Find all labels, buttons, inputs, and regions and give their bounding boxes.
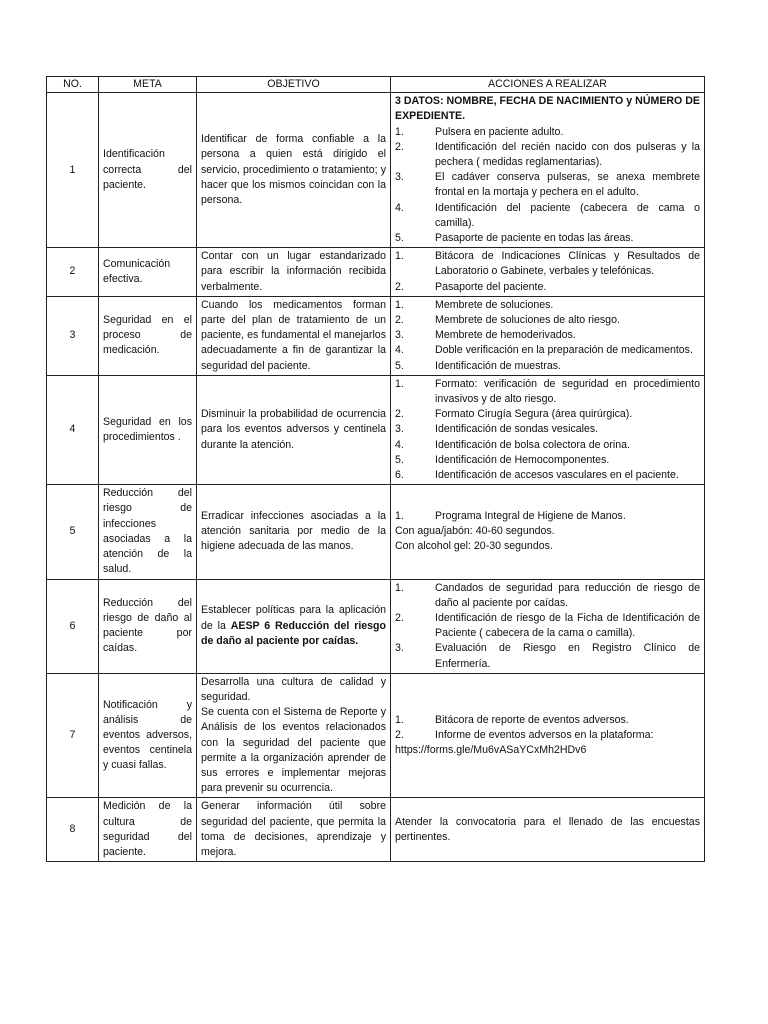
list-item: [395, 201, 700, 231]
objetivo-cell: Identificar de forma confiable a la persona a quien está dirigido el servicio, procedimiento o tratamiento; y hacer que los mismos coincidan con la persona.: [197, 93, 391, 248]
item-text: Membrete de soluciones.: [435, 298, 554, 311]
item-text: Pulsera en paciente adulto.: [435, 125, 564, 138]
row-number: 6: [47, 579, 99, 673]
acciones-heading: 3 DATOS: NOMBRE, FECHA DE NACIMIENTO y NÚMERO DE EXPEDIENTE.: [395, 95, 700, 123]
list-item: [395, 581, 700, 611]
item-text: Evaluación de Riesgo en Registro Clínico de Enfermería.: [435, 642, 700, 670]
item-number: 2.: [395, 140, 404, 153]
row-number: 2: [47, 248, 99, 297]
list-item: [395, 468, 700, 483]
acciones-cell: [391, 485, 705, 579]
table-row: [47, 485, 705, 579]
item-number: 2.: [395, 314, 404, 327]
meta-cell: Reducción del riesgo de infecciones asociadas a la atención de la salud.: [99, 485, 197, 579]
item-number: 3.: [395, 329, 404, 342]
objetivo-bold-text: AESP 6 Reducción del riesgo de daño al paciente por caídas.: [201, 619, 386, 647]
row-number: 7: [47, 673, 99, 798]
acciones-cell: Atender la convocatoria para el llenado de las encuestas pertinentes.: [391, 798, 705, 862]
acciones-cell: [391, 248, 705, 297]
item-number: 2.: [395, 611, 404, 624]
item-number: 1.: [395, 298, 404, 311]
row-number: 3: [47, 296, 99, 375]
item-number: 3.: [395, 171, 404, 184]
acciones-note: Con alcohol gel: 20-30 segundos.: [395, 540, 553, 553]
list-item: [395, 641, 700, 671]
table-header-row: [47, 77, 705, 93]
item-text: Candados de seguridad para reducción de riesgo de daño al paciente por caídas.: [435, 581, 700, 609]
row-number: 1: [47, 93, 99, 248]
objetivo-cell: [197, 579, 391, 673]
table-row: [47, 248, 705, 297]
item-text: Identificación de muestras.: [435, 359, 562, 372]
list-item: [395, 713, 700, 728]
item-text: Identificación del paciente (cabecera de cama o camilla).: [435, 201, 700, 229]
item-number: 5.: [395, 232, 404, 245]
item-number: 1.: [395, 713, 404, 726]
item-number: 5.: [395, 453, 404, 466]
item-number: 5.: [395, 359, 404, 372]
acciones-cell: [391, 93, 705, 248]
goals-table-container: [46, 76, 704, 862]
objetivo-cell: Contar con un lugar estandarizado para escribir la información recibida verbalmente.: [197, 248, 391, 297]
item-text: Programa Integral de Higiene de Manos.: [435, 510, 626, 523]
meta-cell: Notificación y análisis de eventos adversos, eventos centinela y cuasi fallas.: [99, 673, 197, 798]
list-item: [395, 298, 700, 313]
objetivo-text: Establecer políticas para la aplicación de la: [201, 604, 386, 632]
list-item: [395, 249, 700, 279]
objetivo-cell: Cuando los medicamentos forman parte del plan de tratamiento de un paciente, es fundamental el manejarlos adecuadamente a fin de garantizar la seguridad del paciente.: [197, 296, 391, 375]
item-number: 1.: [395, 510, 404, 523]
item-text: Pasaporte de paciente en todas las áreas.: [435, 232, 634, 245]
item-number: 2.: [395, 408, 404, 421]
item-number: 4.: [395, 438, 404, 451]
item-text: Identificación de riesgo de la Ficha de Identificación de Paciente ( cabecera de la cama o camilla).: [435, 611, 700, 640]
item-number: 6.: [395, 469, 404, 482]
item-text: Formato Cirugía Segura (área quirúrgica).: [435, 408, 633, 421]
item-text: Bitácora de Indicaciones Clínicas y Resultados de Laboratorio o Gabinete, verbales y telefónicas.: [435, 250, 700, 278]
meta-cell: Seguridad en el proceso de medicación.: [99, 296, 197, 375]
acciones-note: Con agua/jabón: 40-60 segundos.: [395, 525, 555, 538]
list-item: [395, 328, 700, 343]
list-item: [395, 422, 700, 437]
objetivo-line: Desarrolla una cultura de calidad y seguridad.: [201, 675, 386, 703]
list-item: [395, 728, 700, 743]
item-number: 3.: [395, 642, 404, 655]
item-number: 2.: [395, 280, 404, 293]
item-text: Identificación de bolsa colectora de orina.: [435, 438, 630, 451]
item-text: Identificación del recién nacido con dos pulseras y la pechera ( medidas reglamentarias).: [435, 140, 700, 169]
item-number: 2.: [395, 728, 404, 741]
item-text: Pasaporte del paciente.: [435, 280, 547, 293]
row-number: 8: [47, 798, 99, 862]
header-meta: META: [99, 77, 197, 93]
list-item: [395, 280, 700, 295]
meta-cell: Comunicación efectiva.: [99, 248, 197, 297]
meta-cell: Reducción del riesgo de daño al paciente por caídas.: [99, 579, 197, 673]
table-row: [47, 798, 705, 862]
list-item: [395, 140, 700, 170]
table-row: [47, 93, 705, 248]
form-url-text: https://forms.gle/Mu6vASaYCxMh2HDv6: [395, 744, 587, 757]
table-row: [47, 375, 705, 484]
objetivo-cell: [197, 673, 391, 798]
meta-cell: Seguridad en los procedimientos .: [99, 375, 197, 484]
list-item: [395, 343, 700, 358]
list-item: [395, 231, 700, 246]
acciones-cell: [391, 375, 705, 484]
objetivo-line: Se cuenta con el Sistema de Reporte y Análisis de los eventos relacionados con la seguridad del paciente que permite a la organización aprender de sus errores e implementar mejoras para prevenir su ocurrencia.: [201, 706, 386, 795]
list-item: [395, 438, 700, 453]
table-row: [47, 579, 705, 673]
list-item: [395, 611, 700, 641]
acciones-cell: [391, 296, 705, 375]
acciones-cell: [391, 673, 705, 798]
item-number: 1.: [395, 125, 404, 138]
objetivo-cell: Generar información útil sobre seguridad del paciente, que permita la toma de decisiones, aprendizaje y mejora.: [197, 798, 391, 862]
row-number: 5: [47, 485, 99, 579]
list-item: [395, 170, 700, 200]
item-number: 3.: [395, 423, 404, 436]
header-no: NO.: [47, 77, 99, 93]
header-objetivo: OBJETIVO: [197, 77, 391, 93]
list-item: [395, 377, 700, 407]
row-number: 4: [47, 375, 99, 484]
list-item: [395, 453, 700, 468]
objetivo-cell: Disminuir la probabilidad de ocurrencia para los eventos adversos y centinela durante la atención.: [197, 375, 391, 484]
item-number: 1.: [395, 581, 404, 594]
item-number: 1.: [395, 377, 404, 390]
list-item: [395, 313, 700, 328]
item-text: Doble verificación en la preparación de medicamentos.: [435, 344, 693, 357]
objetivo-cell: Erradicar infecciones asociadas a la atención sanitaria por medio de la higiene adecuada de las manos.: [197, 485, 391, 579]
patient-safety-goals-table: [46, 76, 705, 862]
item-text: Formato: verificación de seguridad en procedimiento invasivos y de alto riesgo.: [435, 377, 700, 406]
list-item: [395, 359, 700, 374]
item-text: Identificación de sondas vesicales.: [435, 423, 599, 436]
item-text: Bitácora de reporte de eventos adversos.: [435, 713, 629, 726]
item-text: El cadáver conserva pulseras, se anexa membrete frontal en la mortaja y pechera en el adulto.: [435, 171, 700, 199]
item-number: 4.: [395, 201, 404, 214]
item-text: Informe de eventos adversos en la plataforma:: [435, 728, 654, 741]
item-text: Membrete de soluciones de alto riesgo.: [435, 314, 620, 327]
table-row: [47, 296, 705, 375]
meta-cell: Identificación correcta del paciente.: [99, 93, 197, 248]
item-number: 4.: [395, 344, 404, 357]
list-item: [395, 125, 700, 140]
table-row: [47, 673, 705, 798]
list-item: [395, 407, 700, 422]
acciones-cell: [391, 579, 705, 673]
meta-cell: Medición de la cultura de seguridad del paciente.: [99, 798, 197, 862]
list-item: [395, 509, 700, 524]
item-text: Membrete de hemoderivados.: [435, 329, 576, 342]
item-text: Identificación de Hemocomponentes.: [435, 453, 610, 466]
item-text: Identificación de accesos vasculares en el paciente.: [435, 469, 679, 482]
header-acciones: ACCIONES A REALIZAR: [391, 77, 705, 93]
item-number: 1.: [395, 250, 404, 263]
